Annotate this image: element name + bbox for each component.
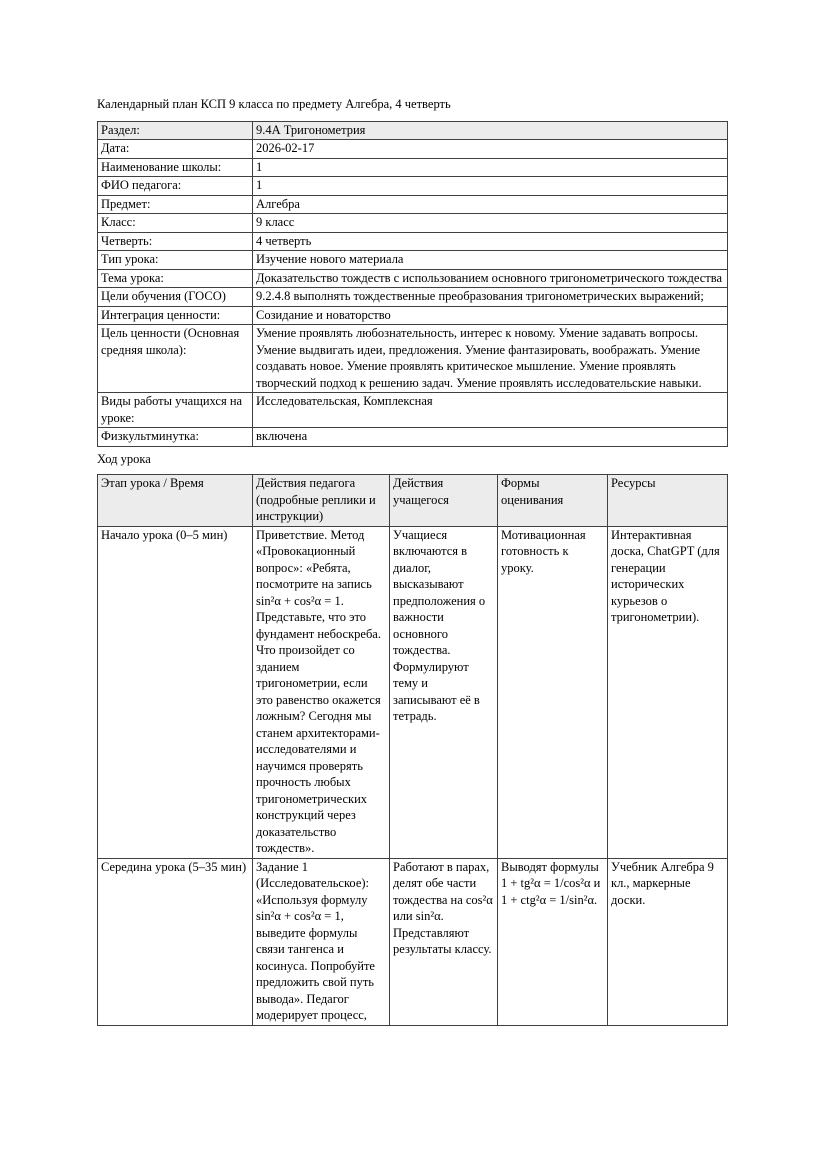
lesson-info-table — [97, 121, 728, 447]
info-value: 9 класс — [253, 214, 728, 233]
table-row — [98, 288, 728, 307]
document-page — [97, 0, 727, 1026]
info-value: Изучение нового материала — [253, 251, 728, 270]
lesson-flow-table — [97, 474, 728, 1026]
student-actions-cell: Работают в парах, делят обе части тождества на cos²α или sin²α. Представляют результаты классу. — [390, 858, 498, 1025]
info-value: 9.4А Тригонометрия — [253, 121, 728, 140]
table-row — [98, 195, 728, 214]
info-value: Доказательство тождеств с использованием основного тригонометрического тождества — [253, 269, 728, 288]
column-header-teacher: Действия педагога (подробные реплики и инструкции) — [253, 475, 390, 527]
info-label: Класс: — [98, 214, 253, 233]
info-label: Физкультминутка: — [98, 428, 253, 447]
stage-cell: Середина урока (5–35 мин) — [98, 858, 253, 1025]
info-value: 9.2.4.8 выполнять тождественные преобразования тригонометрических выражений; — [253, 288, 728, 307]
column-header-assessment: Формы оценивания — [498, 475, 608, 527]
info-label: Интеграция ценности: — [98, 306, 253, 325]
info-value: Исследовательская, Комплексная — [253, 393, 728, 428]
info-value: Умение проявлять любознательность, интерес к новому. Умение задавать вопросы. Умение выдвигать идеи, предложения. Умение фантазировать, воображать. Умение создавать новое. Умение проявлять критическое мышление. Умение проявлять творческий подход к решению задач. Умение проявлять исследовательские навыки. — [253, 325, 728, 393]
info-value: 4 четверть — [253, 232, 728, 251]
document-title: Календарный план КСП 9 класса по предмету Алгебра, 4 четверть — [97, 97, 451, 111]
table-header-row — [98, 475, 728, 527]
info-value: 2026-02-17 — [253, 140, 728, 159]
table-row — [98, 140, 728, 159]
table-row — [98, 177, 728, 196]
student-actions-cell: Учащиеся включаются в диалог, высказывают предположения о важности основного тождества. Формулируют тему и записывают её в тетрадь. — [390, 526, 498, 858]
info-label: Наименование школы: — [98, 158, 253, 177]
info-label: ФИО педагога: — [98, 177, 253, 196]
table-row — [98, 232, 728, 251]
info-label: Предмет: — [98, 195, 253, 214]
table-row — [98, 325, 728, 393]
table-row — [98, 526, 728, 858]
info-label: Тема урока: — [98, 269, 253, 288]
info-value: 1 — [253, 177, 728, 196]
table-row — [98, 306, 728, 325]
info-label: Раздел: — [98, 121, 253, 140]
section-heading: Ход урока — [97, 451, 151, 466]
info-value: включена — [253, 428, 728, 447]
table-row — [98, 269, 728, 288]
column-header-resources: Ресурсы — [608, 475, 728, 527]
table-row — [98, 214, 728, 233]
table-row — [98, 121, 728, 140]
info-value: Созидание и новаторство — [253, 306, 728, 325]
resources-cell: Учебник Алгебра 9 кл., маркерные доски. — [608, 858, 728, 1025]
resources-cell: Интерактивная доска, ChatGPT (для генерации исторических курьезов о тригонометрии). — [608, 526, 728, 858]
teacher-actions-cell: Задание 1 (Исследовательское): «Используя формулу sin²α + cos²α = 1, выведите формулы связи тангенса и косинуса. Попробуйте предложить свой путь вывода». Педагог модерирует процесс, — [253, 858, 390, 1025]
stage-cell: Начало урока (0–5 мин) — [98, 526, 253, 858]
table-row — [98, 251, 728, 270]
info-value: Алгебра — [253, 195, 728, 214]
info-label: Четверть: — [98, 232, 253, 251]
info-label: Дата: — [98, 140, 253, 159]
table-row — [98, 858, 728, 1025]
table-row — [98, 393, 728, 428]
info-label: Цель ценности (Основная средняя школа): — [98, 325, 253, 393]
column-header-stage: Этап урока / Время — [98, 475, 253, 527]
assessment-cell: Мотивационная готовность к уроку. — [498, 526, 608, 858]
table-row — [98, 428, 728, 447]
info-label: Тип урока: — [98, 251, 253, 270]
info-label: Цели обучения (ГОСО) — [98, 288, 253, 307]
table-row — [98, 158, 728, 177]
column-header-student: Действия учащегося — [390, 475, 498, 527]
assessment-cell: Выводят формулы 1 + tg²α = 1/cos²α и 1 + ctg²α = 1/sin²α. — [498, 858, 608, 1025]
info-value: 1 — [253, 158, 728, 177]
info-label: Виды работы учащихся на уроке: — [98, 393, 253, 428]
teacher-actions-cell: Приветствие. Метод «Провокационный вопрос»: «Ребята, посмотрите на запись sin²α + cos²α = 1. Представьте, что это фундамент небоскреба. Что произойдет со зданием тригонометрии, если это равенство окажется ложным? Сегодня мы станем архитекторами-исследователями и научимся проверять прочность любых тригонометрических конструкций через доказательство тождеств». — [253, 526, 390, 858]
